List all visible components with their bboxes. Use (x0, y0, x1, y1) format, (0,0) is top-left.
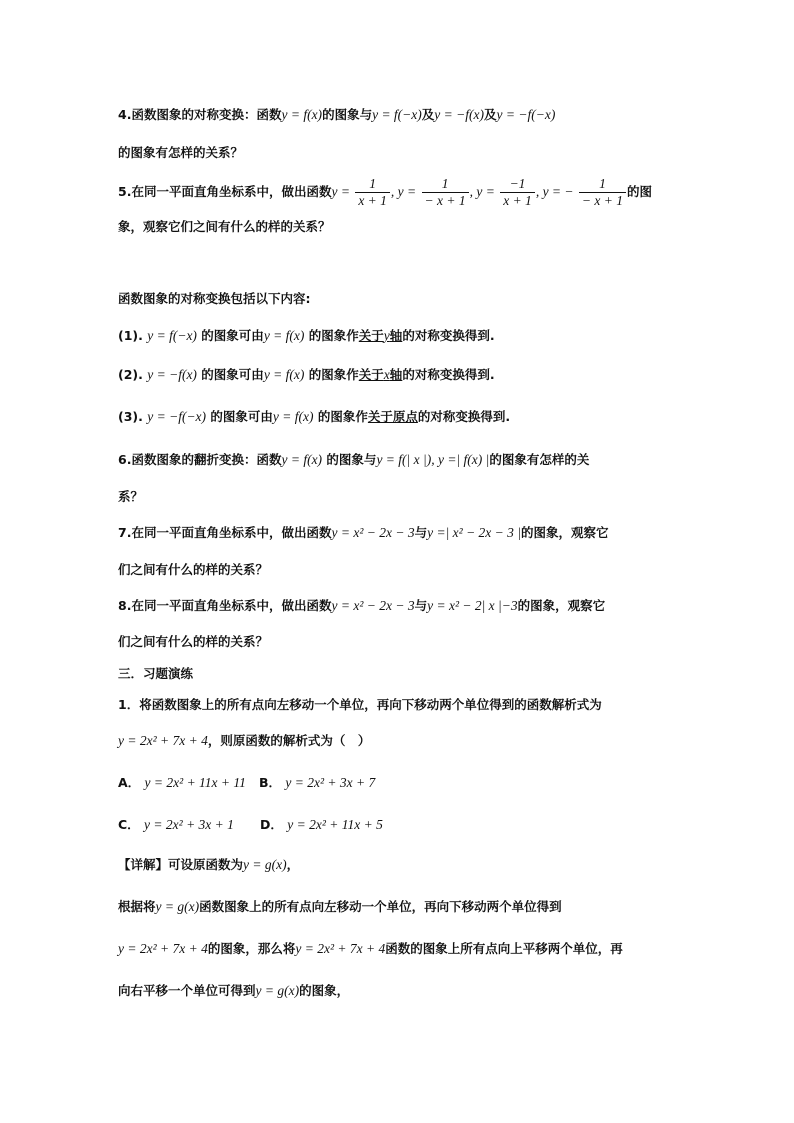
q7-number: 7. (118, 525, 132, 540)
q8-formula-2: y = x² − 2| x |−3 (427, 598, 518, 613)
option-c-formula: y = 2x² + 3x + 1 (144, 817, 234, 832)
q6-formula-1: y = f(x) (281, 452, 323, 467)
q5-fraction-4 (579, 176, 626, 209)
q5-fraction-2 (422, 176, 469, 209)
symmetry-item-1-ul2: 轴 (389, 328, 403, 343)
option-a-label: A． (118, 775, 141, 790)
q5-frac4-num: 1 (579, 176, 626, 193)
section-3-title: 三．习题演练 (118, 666, 194, 681)
q5-frac1-num: 1 (355, 176, 390, 193)
q4-formula-4: y = −f(−x) (496, 107, 556, 122)
symmetry-item-1-underline (359, 328, 403, 343)
solution-l3a: 的图象，那么将 (207, 941, 296, 956)
solution-l4b: 的图象， (299, 983, 350, 998)
q7-formula-2: y =| x² − 2x − 3 | (427, 525, 521, 540)
q8-line1 (118, 597, 605, 615)
q5-y-eq: y = (331, 184, 350, 199)
symmetry-item-2-mid: 的图象可由 (201, 367, 264, 382)
q6-line2: 系？ (118, 489, 144, 504)
q8-line2: 们之间有什么的样的关系？ (118, 634, 269, 649)
solution-l4-formula: y = g(x) (255, 983, 300, 998)
option-b-label: B． (258, 775, 281, 790)
symmetry-intro: 函数图象的对称变换包括以下内容: (118, 291, 311, 306)
q7-line2: 们之间有什么的样的关系？ (118, 562, 269, 577)
q4-and-1: 及 (421, 107, 435, 122)
q5-text-b: 的图 (626, 184, 652, 199)
ex1-stem (118, 696, 602, 714)
ex1-options-cd (118, 816, 383, 834)
symmetry-item-2-ul2: 轴 (389, 367, 403, 382)
q4-and-2: 及 (484, 107, 497, 122)
q7-text-b: 的图象，观察它 (521, 525, 609, 540)
q4-formula-3: y = −f(x) (434, 107, 484, 122)
ex1-options-ab (118, 774, 375, 792)
symmetry-item-3-num: (3). (118, 409, 143, 424)
q5-line2: 象，观察它们之间有什么的样的关系？ (118, 219, 331, 234)
symmetry-item-3-pre: 的图象作 (317, 409, 368, 424)
q6-text-c: 的图象有怎样的关 (489, 452, 590, 467)
q4-number: 4. (118, 107, 132, 122)
symmetry-item-1-ulvar: y (383, 328, 390, 343)
symmetry-item-3-mid: 的图象可由 (210, 409, 273, 424)
solution-l3-formula-1: y = 2x² + 7x + 4 (118, 941, 208, 956)
solution-l1-formula: y = g(x) (243, 857, 287, 872)
q4-line1 (118, 106, 555, 124)
solution-line1 (118, 856, 299, 874)
q6-number: 6. (118, 452, 132, 467)
symmetry-item-3-formula-a: y = −f(−x) (147, 409, 207, 424)
q8-number: 8. (118, 598, 132, 613)
q5-number: 5. (118, 184, 132, 199)
symmetry-item-1-num: (1). (118, 328, 143, 343)
solution-l3b: 函数的图象上所有点向上平移两个单位，再 (385, 941, 623, 956)
q5-sep-1: , y = (390, 184, 417, 199)
symmetry-item-2-pre: 的图象作 (308, 367, 359, 382)
option-d-label: D． (260, 817, 283, 832)
solution-tag: 【详解】 (118, 857, 169, 872)
symmetry-item-3 (118, 408, 510, 426)
q4-text-b: 的图象与 (322, 107, 373, 122)
option-c-label: C． (118, 817, 140, 832)
solution-l2-formula: y = g(x) (155, 899, 200, 914)
q5-sep-2: , y = (469, 184, 495, 199)
solution-line3 (118, 940, 623, 958)
symmetry-item-1-mid: 的图象可由 (201, 328, 264, 343)
q5-frac3-den: x + 1 (503, 193, 532, 208)
option-a-formula: y = 2x² + 11x + 11 (144, 775, 246, 790)
symmetry-item-2-post: 的对称变换得到. (402, 367, 495, 382)
solution-line4 (118, 982, 349, 1000)
symmetry-item-1-post: 的对称变换得到. (402, 328, 495, 343)
ex1-stem-2: ，则原函数的解析式为（ ） (207, 733, 371, 748)
ex1-stem-text: 将函数图象上的所有点向左移动一个单位，再向下移动两个单位得到的函数解析式为 (139, 697, 602, 712)
q7-line1 (118, 524, 609, 542)
q5-frac2-den: − x + 1 (424, 193, 466, 208)
q6-formula-2: y = f(| x |), y =| f(x) | (376, 452, 490, 467)
solution-l1a: 可设原函数为 (168, 857, 244, 872)
option-d-formula: y = 2x² + 11x + 5 (287, 817, 383, 832)
q5-frac1-den: x + 1 (358, 193, 387, 208)
symmetry-item-3-post: 的对称变换得到. (417, 409, 511, 424)
ex1-given-formula: y = 2x² + 7x + 4 (118, 733, 208, 748)
q7-and: 与 (414, 525, 428, 540)
q8-formula-1: y = x² − 2x − 3 (331, 598, 415, 613)
symmetry-item-1-pre: 的图象作 (308, 328, 359, 343)
q6-line1 (118, 451, 589, 469)
symmetry-item-1-formula-b: y = f(x) (263, 328, 305, 343)
symmetry-item-1-ul1: 关于 (358, 328, 384, 343)
q7-formula-1: y = x² − 2x − 3 (331, 525, 415, 540)
solution-line2 (118, 898, 562, 916)
q4-formula-1: y = f(x) (281, 107, 323, 122)
solution-l4a: 向右平移一个单位可得到 (118, 983, 256, 998)
q5-fraction-3 (500, 176, 535, 209)
q8-text-b: 的图象，观察它 (517, 598, 606, 613)
q6-text-a: 函数图象的翻折变换：函数 (131, 452, 282, 467)
symmetry-item-1-formula-a: y = f(−x) (147, 328, 197, 343)
q8-and: 与 (414, 598, 428, 613)
symmetry-item-3-underline: 关于原点 (367, 409, 418, 424)
q5-sep-3: , y = − (535, 184, 574, 199)
q4-formula-2: y = f(−x) (372, 107, 422, 122)
symmetry-item-1 (118, 327, 495, 345)
q5-line1 (118, 172, 652, 212)
symmetry-item-3-formula-b: y = f(x) (272, 409, 314, 424)
solution-l3-formula-2: y = 2x² + 7x + 4 (295, 941, 386, 956)
ex1-number: 1． (118, 697, 140, 712)
q5-frac3-num: −1 (500, 176, 535, 193)
q5-frac2-num: 1 (422, 176, 469, 193)
ex1-stem-line2 (118, 732, 370, 750)
option-b-formula: y = 2x² + 3x + 7 (285, 775, 376, 790)
solution-l2a: 根据将 (118, 899, 156, 914)
q6-text-b: 的图象与 (326, 452, 377, 467)
solution-l1b: ， (286, 857, 300, 872)
q5-fraction-1 (355, 176, 390, 209)
q4-text-a: 函数图象的对称变换：函数 (131, 107, 282, 122)
symmetry-item-2-formula-a: y = −f(x) (147, 367, 197, 382)
q8-text-a: 在同一平面直角坐标系中，做出函数 (131, 598, 332, 613)
symmetry-item-2-ul1: 关于 (358, 367, 384, 382)
symmetry-item-2-ulvar: x (383, 367, 390, 382)
symmetry-item-2-underline (359, 367, 403, 382)
q5-frac4-den: − x + 1 (581, 193, 623, 208)
symmetry-item-2-formula-b: y = f(x) (263, 367, 305, 382)
symmetry-item-2 (118, 366, 495, 384)
q4-line2: 的图象有怎样的关系？ (118, 145, 244, 160)
symmetry-item-2-num: (2). (118, 367, 143, 382)
q5-text-a: 在同一平面直角坐标系中，做出函数 (131, 184, 332, 199)
solution-l2b: 函数图象上的所有点向左移动一个单位，再向下移动两个单位得到 (199, 899, 562, 914)
q7-text-a: 在同一平面直角坐标系中，做出函数 (131, 525, 332, 540)
